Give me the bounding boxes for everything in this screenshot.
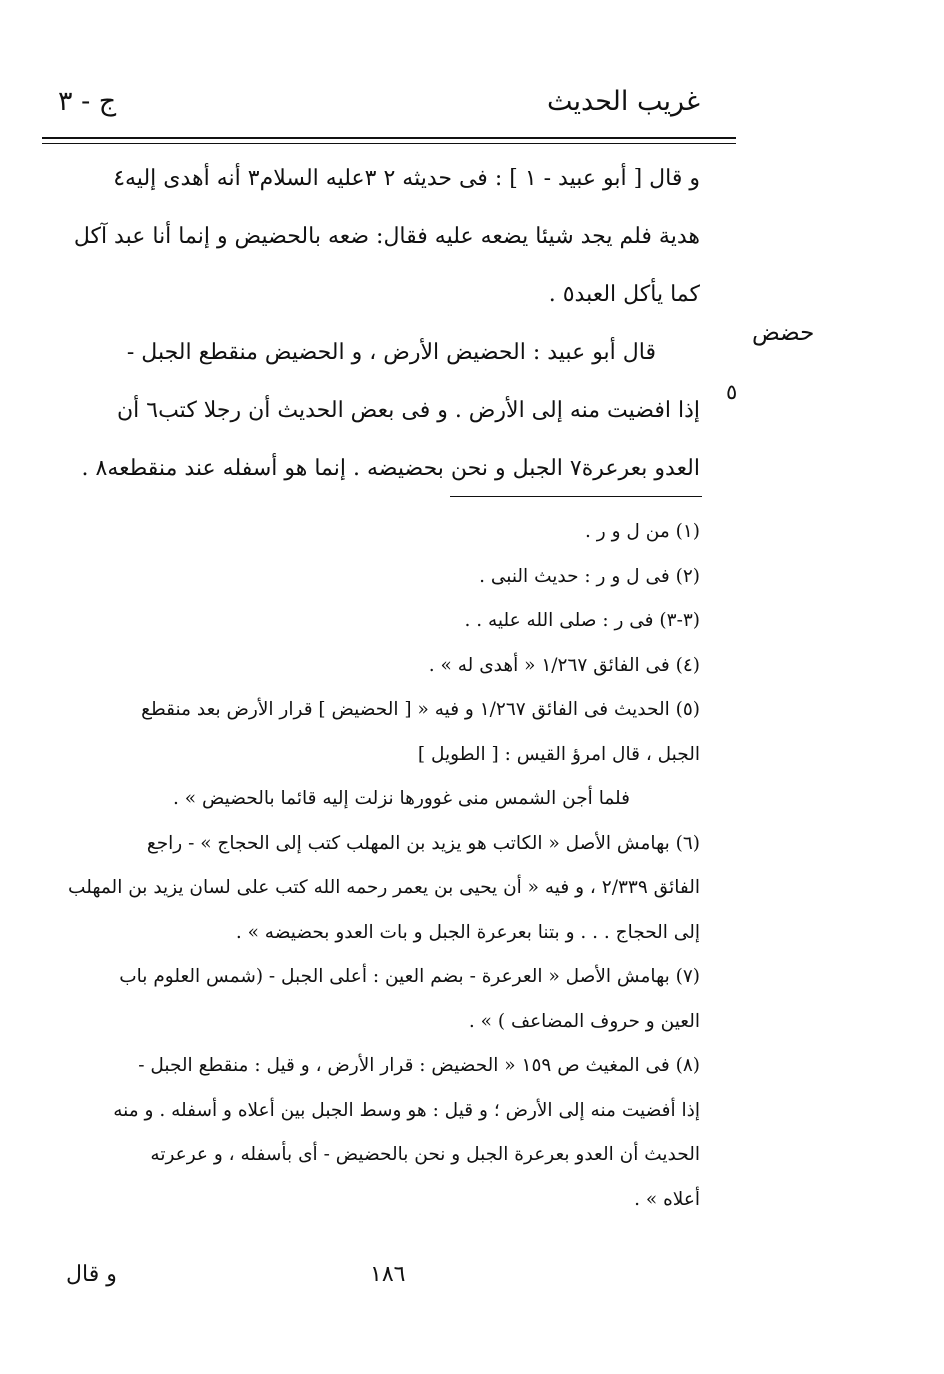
- footnote-line: (٥) الحديث فى الفائق ١/٢٦٧ و فيه « [ الحضيض ] قرار الأرض بعد منقطع: [141, 699, 700, 720]
- footnote-separator: [450, 496, 702, 497]
- catchword: و قال: [66, 1262, 117, 1287]
- main-line: إذا افضيت منه إلى الأرض . و فى بعض الحديث أن رجلا كتب٦ أن: [116, 398, 700, 423]
- running-title: غريب الحديث: [547, 86, 700, 117]
- footnote-line: الفائق ٢/٣٣٩ ، و فيه « أن يحيى بن يعمر رحمه الله كتب على لسان يزيد بن المهلب: [68, 877, 700, 898]
- main-line: العدو بعرعرة٧ الجبل و نحن بحضيضه . إنما هو أسفله عند منقطعه٨ .: [81, 456, 700, 481]
- main-line: هدية فلم يجد شيئا يضعه عليه فقال: ضعه بالحضيض و إنما أنا عبد آكل: [73, 224, 700, 249]
- page-number: ١٨٦: [370, 1262, 406, 1287]
- footnote-line: العين و حروف المضاعف ) » .: [468, 1010, 700, 1032]
- footnote-line: (١) من ل و ر .: [585, 521, 700, 542]
- footnote-line: الجبل ، قال امرؤ القيس : [ الطويل ]: [417, 743, 700, 765]
- footnote-line: إلى الحجاج . . . و بتنا بعرعرة الجبل و بات العدو بحضيضه » .: [235, 921, 700, 943]
- main-line: كما يأكل العبد٥ .: [548, 282, 700, 307]
- footnote-line: أعلاه » .: [634, 1188, 700, 1210]
- volume-label: ج - ٣: [58, 86, 117, 117]
- footnote-line: الحديث أن العدو بعرعرة الجبل و نحن بالحضيض - أى بأسفله ، و عرعرته: [150, 1144, 700, 1165]
- footnote-line: إذا أفضيت منه إلى الأرض ؛ و قيل : هو وسط الجبل بين أعلاه و أسفله . و منه: [113, 1099, 700, 1121]
- footnote-line: (٣-٣) فى ر : صلى الله عليه . .: [464, 610, 700, 631]
- footnotes: [50, 510, 700, 1222]
- main-line: قال أبو عبيد : الحضيض الأرض ، و الحضيض منقطع الجبل -: [126, 340, 656, 365]
- main-line: و قال [ أبو عبيد - ١ ] : فى حديثه ٢ ٣عليه السلام٣ أنه أهدى إليه٤: [113, 166, 700, 191]
- header-rule-thick: [42, 137, 736, 139]
- footnote-line: (٤) فى الفائق ١/٢٦٧ « أهدى له » .: [428, 654, 700, 676]
- footnote-line: (٧) بهامش الأصل « العرعرة - بضم العين : أعلى الجبل - (شمس العلوم باب: [119, 966, 700, 987]
- footnote-verse: فلما أجن الشمس منى غوورها نزلت إليه قائما بالحضيض » .: [173, 788, 630, 809]
- footnote-line: (٢) فى ل و ر : حديث النبى .: [479, 565, 700, 587]
- margin-headword: حضض: [752, 320, 815, 346]
- header-rule-thin: [42, 143, 736, 144]
- footnote-line: (٦) بهامش الأصل « الكاتب هو يزيد بن المهلب كتب إلى الحجاج » - راجع: [146, 832, 700, 854]
- line-number: ٥: [726, 380, 738, 404]
- main-text: [50, 150, 700, 498]
- footnote-line: (٨) فى المغيث ص ١٥٩ « الحضيض : قرار الأرض ، و قيل : منقطع الجبل -: [138, 1055, 700, 1076]
